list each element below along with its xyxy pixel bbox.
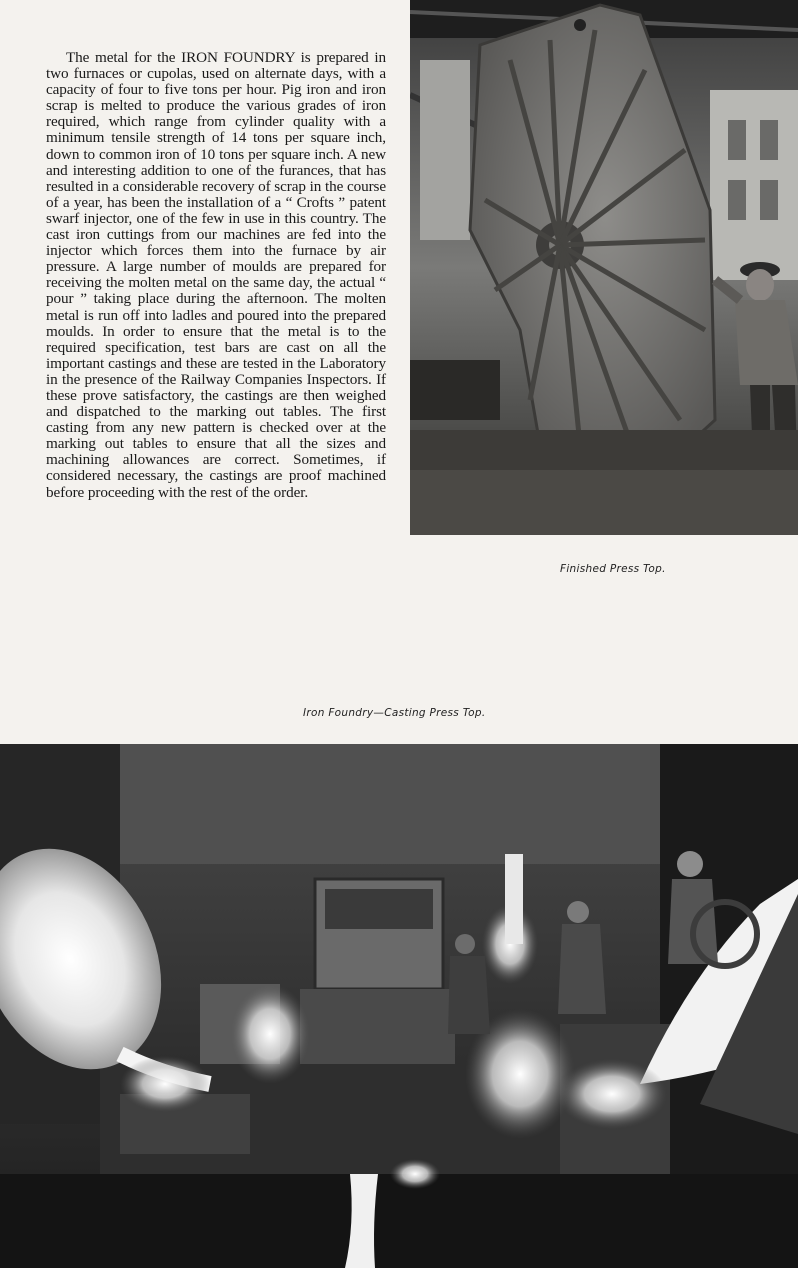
casting-press-top-caption: Iron Foundry—Casting Press Top. xyxy=(303,707,486,719)
finished-press-top-caption: Finished Press Top. xyxy=(560,563,666,575)
article-paragraph: The metal for the IRON FOUNDRY is prepared in two furnaces or cupolas, used on alternate days, with a capacity of four to five tons per hour. Pig iron and iron scrap is melted to produce the various grades of iron required, which range from cylinder quality with a minimum tensile strength of 14 tons per square inch, down to common iron of 10 tons per square inch. A new and interesting addition to one of the furances, that has resulted in a considerable recovery of scrap in the course of a year, has been the installation of a “ Crofts ” patent swarf injector, one of the few in use in this country. The cast iron cuttings from our machines are fed into the injector which forces them into the furnace by air pressure. A large number of moulds are prepared for receiving the molten metal on the same day, the actual “ pour ” taking place during the afternoon. The molten metal is run off into ladles and poured into the prepared moulds. In order to ensure that the metal is to the required specification, test bars are cast on all the important castings and these are tested in the Laboratory in the presence of the Railway Companies Inspectors. If these prove satisfactory, the castings are then weighed and dispatched to the marking out tables. The first casting from any new pattern is checked over at the marking out tables to ensure that all the sizes and machining allowances are correct. Sometimes, if considered necessary, the castings are proof machined before proceeding with the rest of the order. xyxy=(46,49,386,501)
iron-foundry-casting-photo xyxy=(0,744,798,1268)
finished-press-top-photo xyxy=(410,0,798,535)
